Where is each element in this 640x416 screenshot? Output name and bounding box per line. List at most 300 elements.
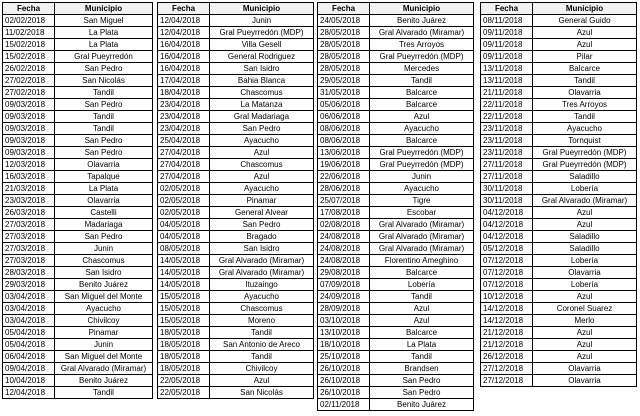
table-row	[481, 15, 637, 27]
table-row	[158, 39, 314, 51]
table-row	[158, 267, 314, 279]
municipio-cell: Olavarria	[533, 267, 637, 279]
municipio-cell: San Isidro	[210, 243, 314, 255]
date-cell: 28/05/2018	[318, 27, 370, 39]
municipio-cell: Gral Alvarado (Miramar)	[370, 27, 474, 39]
table-row	[158, 99, 314, 111]
table-row	[318, 363, 474, 375]
municipio-cell: Ituzaingo	[210, 279, 314, 291]
table-row	[481, 135, 637, 147]
municipio-cell: Junin	[55, 243, 153, 255]
municipio-cell: San Isidro	[55, 267, 153, 279]
municipio-cell: Junin	[55, 339, 153, 351]
date-cell: 27/04/2018	[158, 159, 210, 171]
date-cell: 22/05/2018	[158, 387, 210, 399]
date-cell: 26/10/2018	[318, 375, 370, 387]
table-row	[158, 51, 314, 63]
table-row	[481, 75, 637, 87]
municipio-cell: Gral Alvarado (Miramar)	[370, 219, 474, 231]
date-cell: 08/11/2018	[481, 15, 533, 27]
municipio-cell: Tigre	[370, 195, 474, 207]
date-cell: 15/02/2018	[3, 39, 55, 51]
municipio-cell: Azul	[533, 27, 637, 39]
municipio-cell: San Pedro	[370, 375, 474, 387]
municipio-cell: Tres Arroyos	[533, 99, 637, 111]
table-row	[3, 315, 153, 327]
municipio-cell: Lobería	[370, 279, 474, 291]
table-row	[481, 255, 637, 267]
table-row	[3, 327, 153, 339]
date-cell: 27/04/2018	[158, 147, 210, 159]
table-row	[3, 15, 153, 27]
table-row	[481, 375, 637, 387]
table-row	[318, 111, 474, 123]
date-cell: 27/02/2018	[3, 87, 55, 99]
municipio-cell: Moreno	[210, 315, 314, 327]
table-row	[318, 27, 474, 39]
date-cell: 13/10/2018	[318, 327, 370, 339]
date-cell: 13/06/2018	[318, 147, 370, 159]
date-cell: 03/04/2018	[3, 315, 55, 327]
table-row	[318, 123, 474, 135]
municipio-cell: Ayacucho	[210, 291, 314, 303]
table-row	[481, 303, 637, 315]
header-row	[481, 3, 637, 15]
table-row	[158, 255, 314, 267]
table-row	[3, 363, 153, 375]
table-row	[3, 63, 153, 75]
date-cell: 16/04/2018	[158, 63, 210, 75]
date-cell: 09/03/2018	[3, 123, 55, 135]
municipio-cell: La Matanza	[210, 99, 314, 111]
municipio-cell: San Pedro	[55, 63, 153, 75]
municipio-cell: Tandil	[370, 351, 474, 363]
date-cell: 15/02/2018	[3, 51, 55, 63]
municipio-cell: Azul	[370, 315, 474, 327]
date-cell: 07/09/2018	[318, 279, 370, 291]
table-row	[3, 279, 153, 291]
date-cell: 29/03/2018	[3, 279, 55, 291]
municipio-cell: Tres Arroyos	[370, 39, 474, 51]
date-cell: 13/11/2018	[481, 75, 533, 87]
municipio-cell: Coronel Suarez	[533, 303, 637, 315]
date-cell: 27/11/2018	[481, 159, 533, 171]
date-cell: 29/08/2018	[318, 267, 370, 279]
table-row	[158, 75, 314, 87]
table-row	[3, 219, 153, 231]
date-cell: 16/04/2018	[158, 51, 210, 63]
municipio-cell: San Miguel del Monte	[55, 291, 153, 303]
table-row	[158, 87, 314, 99]
municipio-cell: Florentino Ameghino	[370, 255, 474, 267]
table-row	[3, 291, 153, 303]
table-row	[158, 243, 314, 255]
table-row	[158, 63, 314, 75]
municipio-cell: Gral Alvarado (Miramar)	[370, 243, 474, 255]
date-cell: 17/04/2018	[158, 75, 210, 87]
table-row	[481, 51, 637, 63]
date-cell: 04/12/2018	[481, 231, 533, 243]
table-row	[481, 219, 637, 231]
data-table-4	[480, 2, 637, 387]
municipio-cell: Bahia Blanca	[210, 75, 314, 87]
date-cell: 12/04/2018	[158, 15, 210, 27]
table-row	[318, 87, 474, 99]
municipio-cell: Azul	[210, 147, 314, 159]
municipio-cell: General Rodriguez	[210, 51, 314, 63]
date-cell: 28/05/2018	[318, 39, 370, 51]
table-row	[158, 171, 314, 183]
municipio-cell: Balcarce	[370, 87, 474, 99]
date-cell: 15/05/2018	[158, 291, 210, 303]
table-row	[3, 195, 153, 207]
municipio-cell: San Pedro	[55, 99, 153, 111]
date-cell: 25/10/2018	[318, 351, 370, 363]
date-cell: 02/05/2018	[158, 195, 210, 207]
table-row	[3, 99, 153, 111]
date-cell: 25/07/2018	[318, 195, 370, 207]
table-row	[158, 195, 314, 207]
municipio-cell: Azul	[533, 291, 637, 303]
municipio-cell: Saladillo	[533, 231, 637, 243]
table-row	[481, 159, 637, 171]
date-cell: 03/10/2018	[318, 315, 370, 327]
municipio-cell: Ayacucho	[55, 303, 153, 315]
municipio-cell: Chivilcoy	[210, 363, 314, 375]
municipio-cell: Gral Pueyrredón (MDP)	[370, 51, 474, 63]
table-row	[158, 375, 314, 387]
table-row	[158, 291, 314, 303]
municipio-cell: Azul	[533, 327, 637, 339]
date-cell: 12/04/2018	[158, 27, 210, 39]
date-cell: 14/05/2018	[158, 267, 210, 279]
municipio-cell: Tapalque	[55, 171, 153, 183]
date-cell: 04/12/2018	[481, 219, 533, 231]
municipio-cell: Azul	[370, 303, 474, 315]
municipio-cell: Villa Gesell	[210, 39, 314, 51]
municipio-cell: Gral Pueyrredón (MDP)	[533, 159, 637, 171]
municipio-cell: Benito Juárez	[370, 15, 474, 27]
municipio-cell: Balcarce	[370, 135, 474, 147]
table-row	[318, 399, 474, 411]
table-row	[3, 27, 153, 39]
date-cell: 18/05/2018	[158, 351, 210, 363]
date-cell: 12/04/2018	[3, 387, 55, 399]
municipio-cell: Tandil	[55, 111, 153, 123]
table-row	[318, 15, 474, 27]
date-cell: 22/11/2018	[481, 111, 533, 123]
date-cell: 26/03/2018	[3, 207, 55, 219]
municipio-cell: Azul	[370, 111, 474, 123]
municipio-cell: Saladillo	[533, 171, 637, 183]
column-header-fecha: Fecha	[158, 3, 210, 15]
date-cell: 06/06/2018	[318, 111, 370, 123]
municipio-cell: Balcarce	[370, 99, 474, 111]
table-row	[3, 351, 153, 363]
municipio-cell: Pilar	[533, 51, 637, 63]
date-cell: 24/08/2018	[318, 243, 370, 255]
municipio-cell: Gral Alvarado (Miramar)	[210, 255, 314, 267]
municipio-cell: Azul	[533, 351, 637, 363]
date-cell: 30/11/2018	[481, 183, 533, 195]
table-row	[318, 159, 474, 171]
table-row	[158, 219, 314, 231]
municipio-cell: Lobería	[533, 183, 637, 195]
municipio-cell: Gral Pueyrredón (MDP)	[533, 147, 637, 159]
municipio-cell: Lobería	[533, 255, 637, 267]
municipio-cell: Pinamar	[210, 195, 314, 207]
table-row	[481, 339, 637, 351]
column-header-municipio: Municipio	[210, 3, 314, 15]
municipio-cell: Gral Pueyrredón	[55, 51, 153, 63]
table-row	[481, 243, 637, 255]
date-cell: 21/03/2018	[3, 183, 55, 195]
date-cell: 24/05/2018	[318, 15, 370, 27]
table-row	[481, 327, 637, 339]
municipio-cell: San Antonio de Areco	[210, 339, 314, 351]
column-header-fecha: Fecha	[481, 3, 533, 15]
table-row	[318, 51, 474, 63]
table-row	[158, 27, 314, 39]
municipio-cell: La Plata	[370, 339, 474, 351]
table-row	[481, 351, 637, 363]
date-cell: 24/09/2018	[318, 291, 370, 303]
table-row	[481, 363, 637, 375]
date-cell: 05/04/2018	[3, 339, 55, 351]
municipio-cell: General Alvear	[210, 207, 314, 219]
date-cell: 07/12/2018	[481, 279, 533, 291]
table-row	[158, 15, 314, 27]
table-row	[318, 279, 474, 291]
municipio-cell: Benito Juárez	[55, 279, 153, 291]
date-cell: 07/12/2018	[481, 267, 533, 279]
date-cell: 27/03/2018	[3, 255, 55, 267]
municipio-cell: Pinamar	[55, 327, 153, 339]
date-cell: 26/02/2018	[3, 63, 55, 75]
municipio-cell: Olavarria	[55, 159, 153, 171]
municipio-cell: Tandil	[370, 291, 474, 303]
table-row	[158, 147, 314, 159]
table-row	[158, 339, 314, 351]
table-row	[3, 207, 153, 219]
date-cell: 27/11/2018	[481, 171, 533, 183]
date-cell: 09/11/2018	[481, 51, 533, 63]
header-row	[3, 3, 153, 15]
column-header-fecha: Fecha	[318, 3, 370, 15]
date-cell: 06/04/2018	[3, 351, 55, 363]
table-row	[481, 171, 637, 183]
municipio-cell: Lobería	[533, 279, 637, 291]
date-cell: 15/05/2018	[158, 315, 210, 327]
date-cell: 28/06/2018	[318, 183, 370, 195]
municipio-cell: Azul	[533, 339, 637, 351]
table-row	[158, 183, 314, 195]
municipio-cell: Benito Juárez	[55, 375, 153, 387]
date-cell: 27/12/2018	[481, 363, 533, 375]
municipio-cell: Olavarria	[533, 375, 637, 387]
column-header-fecha: Fecha	[3, 3, 55, 15]
municipio-cell: Gral Pueyrredón (MDP)	[210, 27, 314, 39]
table-row	[3, 387, 153, 399]
municipio-cell: Gral Madariaga	[210, 111, 314, 123]
table-row	[3, 183, 153, 195]
date-cell: 23/04/2018	[158, 123, 210, 135]
date-cell: 27/03/2018	[3, 243, 55, 255]
municipio-cell: San Miguel del Monte	[55, 351, 153, 363]
table-row	[481, 231, 637, 243]
municipio-cell: Madariaga	[55, 219, 153, 231]
table-row	[481, 87, 637, 99]
table-row	[481, 63, 637, 75]
date-cell: 09/04/2018	[3, 363, 55, 375]
municipio-cell: Junin	[210, 15, 314, 27]
municipio-cell: Olavarria	[55, 195, 153, 207]
municipio-cell: Balcarce	[533, 63, 637, 75]
date-cell: 28/03/2018	[3, 267, 55, 279]
municipio-cell: Chascomus	[210, 159, 314, 171]
table-row	[318, 351, 474, 363]
table-row	[318, 183, 474, 195]
table-row	[158, 123, 314, 135]
table-row	[481, 27, 637, 39]
municipio-cell: Merlo	[533, 315, 637, 327]
date-cell: 07/12/2018	[481, 255, 533, 267]
table-row	[318, 303, 474, 315]
date-cell: 14/12/2018	[481, 303, 533, 315]
date-cell: 10/12/2018	[481, 291, 533, 303]
data-table-2	[157, 2, 314, 399]
municipio-cell: Balcarce	[370, 327, 474, 339]
date-cell: 28/05/2018	[318, 51, 370, 63]
date-cell: 31/05/2018	[318, 87, 370, 99]
date-cell: 16/04/2018	[158, 39, 210, 51]
table-row	[318, 291, 474, 303]
date-cell: 28/05/2018	[318, 63, 370, 75]
municipio-cell: San Nicolás	[210, 387, 314, 399]
municipio-cell: San Nicolás	[55, 75, 153, 87]
table-row	[318, 267, 474, 279]
column-header-municipio: Municipio	[55, 3, 153, 15]
municipio-cell: Ayacucho	[210, 135, 314, 147]
municipio-cell: Saladillo	[533, 243, 637, 255]
table-row	[481, 291, 637, 303]
date-cell: 09/03/2018	[3, 147, 55, 159]
municipio-cell: Azul	[210, 375, 314, 387]
table-row	[158, 111, 314, 123]
date-cell: 09/11/2018	[481, 39, 533, 51]
table-row	[318, 207, 474, 219]
municipio-cell: Tandil	[210, 351, 314, 363]
date-cell: 27/03/2018	[3, 219, 55, 231]
municipio-cell: Tornquist	[533, 135, 637, 147]
date-cell: 09/03/2018	[3, 135, 55, 147]
municipio-cell: General Guido	[533, 15, 637, 27]
date-cell: 18/05/2018	[158, 363, 210, 375]
table-row	[3, 255, 153, 267]
date-cell: 04/05/2018	[158, 219, 210, 231]
date-cell: 02/11/2018	[318, 399, 370, 411]
table-row	[318, 171, 474, 183]
municipio-cell: Azul	[533, 219, 637, 231]
header-row	[158, 3, 314, 15]
date-cell: 26/12/2018	[481, 351, 533, 363]
date-cell: 27/02/2018	[3, 75, 55, 87]
municipio-cell: Tandil	[533, 111, 637, 123]
date-cell: 22/05/2018	[158, 375, 210, 387]
municipio-cell: Tandil	[210, 327, 314, 339]
table-row	[3, 159, 153, 171]
table-row	[158, 135, 314, 147]
table-row	[3, 87, 153, 99]
date-cell: 26/10/2018	[318, 363, 370, 375]
municipio-cell: Tandil	[533, 75, 637, 87]
municipio-cell: Gral Pueyrredón (MDP)	[370, 147, 474, 159]
table-row	[158, 159, 314, 171]
date-cell: 27/03/2018	[3, 231, 55, 243]
municipio-cell: Tandil	[370, 75, 474, 87]
date-cell: 18/10/2018	[318, 339, 370, 351]
table-row	[318, 39, 474, 51]
municipio-cell: San Pedro	[370, 387, 474, 399]
date-cell: 21/11/2018	[481, 87, 533, 99]
municipio-cell: Gral Alvarado (Miramar)	[533, 195, 637, 207]
table-row	[481, 207, 637, 219]
table-row	[481, 183, 637, 195]
date-cell: 24/08/2018	[318, 231, 370, 243]
date-cell: 08/06/2018	[318, 135, 370, 147]
table-row	[318, 195, 474, 207]
table-row	[158, 231, 314, 243]
date-cell: 21/12/2018	[481, 327, 533, 339]
date-cell: 02/05/2018	[158, 207, 210, 219]
municipio-cell: Ayacucho	[370, 123, 474, 135]
municipio-cell: Mercedes	[370, 63, 474, 75]
municipio-cell: San Isidro	[210, 63, 314, 75]
table-row	[481, 279, 637, 291]
date-cell: 23/04/2018	[158, 111, 210, 123]
date-cell: 21/12/2018	[481, 339, 533, 351]
date-cell: 09/03/2018	[3, 111, 55, 123]
date-cell: 23/11/2018	[481, 123, 533, 135]
date-cell: 14/05/2018	[158, 279, 210, 291]
municipio-cell: San Miguel	[55, 15, 153, 27]
table-row	[318, 75, 474, 87]
table-row	[158, 303, 314, 315]
municipio-cell: Azul	[210, 171, 314, 183]
municipio-cell: La Plata	[55, 27, 153, 39]
municipio-cell: Ayacucho	[370, 183, 474, 195]
date-cell: 14/05/2018	[158, 255, 210, 267]
table-row	[481, 123, 637, 135]
municipio-cell: Gral Alvarado (Miramar)	[370, 231, 474, 243]
date-cell: 03/04/2018	[3, 303, 55, 315]
date-cell: 16/03/2018	[3, 171, 55, 183]
table-row	[318, 99, 474, 111]
table-row	[3, 147, 153, 159]
table-row	[481, 111, 637, 123]
date-cell: 25/04/2018	[158, 135, 210, 147]
table-row	[318, 135, 474, 147]
table-row	[3, 39, 153, 51]
date-cell: 03/04/2018	[3, 291, 55, 303]
table-row	[158, 387, 314, 399]
date-cell: 27/04/2018	[158, 171, 210, 183]
table-row	[318, 387, 474, 399]
table-row	[158, 315, 314, 327]
table-row	[318, 339, 474, 351]
municipio-cell: La Plata	[55, 39, 153, 51]
municipio-cell: Azul	[533, 207, 637, 219]
